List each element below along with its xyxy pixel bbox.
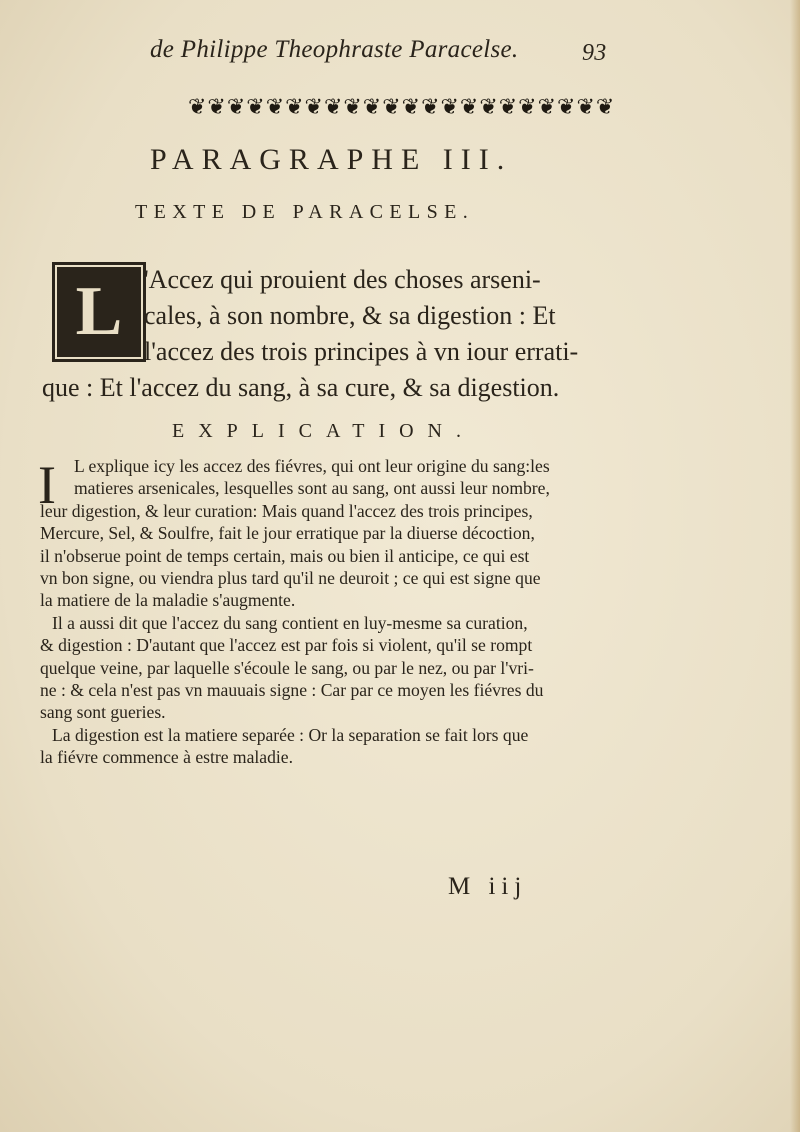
fleuron-icon: ❦: [459, 94, 479, 120]
body-line: sang sont gueries.: [40, 702, 166, 723]
fleuron-icon: ❦: [188, 94, 207, 120]
page-edge-shadow: [790, 0, 800, 1132]
fleuron-icon: ❦: [362, 94, 382, 120]
fleuron-icon: ❦: [304, 94, 323, 120]
fleuron-icon: ❦: [226, 94, 246, 120]
texte-line: cales, à son nombre, & sa digestion : Et: [144, 301, 556, 330]
texte-line: 'Accez qui prouient des choses arseni-: [144, 265, 541, 294]
body-line: Mercure, Sel, & Soulfre, fait le jour erratique par la diuerse décoction,: [40, 523, 535, 544]
body-line: & digestion : D'autant que l'accez est par fois si violent, qu'il se rompt: [40, 635, 533, 656]
running-header: [150, 36, 610, 76]
fleuron-icon: ❦: [421, 94, 440, 120]
fleuron-icon: ❦: [246, 94, 265, 120]
fleuron-icon: ❦: [323, 94, 343, 120]
fleuron-icon: ❦: [576, 94, 595, 120]
page-number: 93: [582, 40, 607, 66]
fleuron-icon: ❦: [557, 94, 576, 120]
paragraph-heading: PARAGRAPHE III.: [150, 143, 513, 176]
fleuron-icon: ❦: [285, 94, 304, 120]
body-line: la matiere de la maladie s'augmente.: [40, 590, 296, 611]
fleuron-icon: ❦: [518, 94, 537, 120]
body-line: vn bon signe, ou viendra plus tard qu'il ne deuroit ; ce qui est signe que: [40, 568, 541, 588]
fleuron-icon: ❦: [537, 94, 557, 120]
fleuron-icon: ❦: [440, 94, 459, 120]
fleuron-icon: ❦: [595, 94, 614, 120]
body-line: La digestion est la matiere separée : Or la separation se fait lors que: [52, 724, 529, 745]
fleuron-icon: ❦: [401, 94, 421, 120]
body-line: matieres arsenicales, lesquelles sont au sang, ont aussi leur nombre,: [74, 478, 550, 499]
body-line: il n'obserue point de temps certain, mais ou bien il anticipe, ce qui est: [40, 545, 530, 566]
fleuron-icon: ❦: [265, 94, 285, 120]
fleuron-icon: ❦: [498, 94, 518, 120]
fleuron-icon: ❦: [382, 94, 401, 120]
fleuron-icon: ❦: [343, 94, 362, 120]
body-line: la fiévre commence à estre maladie.: [40, 747, 294, 768]
body-line: L explique icy les accez des fiévres, qui ont leur origine du sang:les: [74, 456, 550, 476]
body-line: quelque veine, par laquelle s'écoule le sang, ou par le nez, ou par l'vri-: [40, 657, 534, 678]
ornate-drop-cap: [52, 262, 146, 362]
fleuron-row-icon: [188, 92, 614, 122]
texte-line: que : Et l'accez du sang, à sa cure, & sa digestion.: [42, 373, 560, 402]
body-line: Il a aussi dit que l'accez du sang contient en luy-mesme sa curation,: [52, 612, 528, 633]
body-line: ne : & cela n'est pas vn mauuais signe : Car par ce moyen les fiévres du: [40, 680, 544, 700]
texte-line: l'accez des trois principes à vn iour errati-: [144, 337, 579, 366]
running-title: de Philippe Theophraste Paracelse.: [150, 36, 519, 63]
explication-heading: EXPLICATION.: [172, 420, 475, 442]
drop-cap-letter: L: [75, 273, 123, 350]
fleuron-icon: ❦: [479, 94, 498, 120]
signature-mark: M iij: [448, 873, 528, 900]
body-line: leur digestion, & leur curation: Mais quand l'accez des trois principes,: [40, 500, 533, 521]
explication-drop-cap: I: [38, 455, 56, 515]
texte-heading: TEXTE DE PARACELSE.: [135, 201, 475, 223]
fleuron-icon: ❦: [207, 94, 226, 120]
